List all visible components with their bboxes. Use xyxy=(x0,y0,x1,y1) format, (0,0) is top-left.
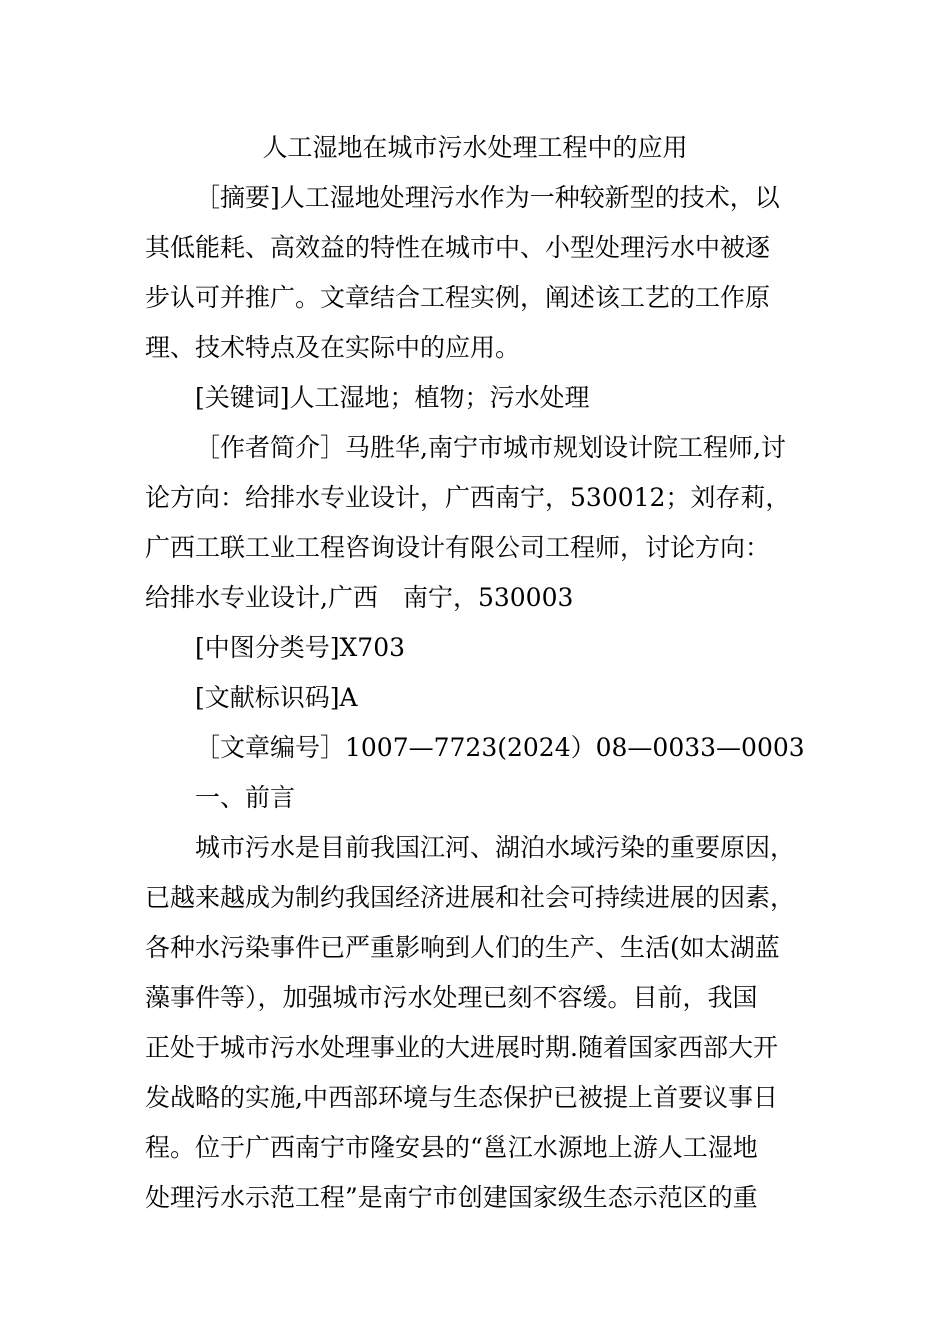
classification-line: [中图分类号]X703 xyxy=(195,633,406,662)
article-number-line: ［文章编号］1007—7723(2024）08—0033—0003 xyxy=(195,733,805,762)
doc-code-line: [文献标识码]A xyxy=(195,683,358,712)
author-line: 广西工联工业工程咨询设计有限公司工程师，讨论方向： xyxy=(145,533,771,562)
author-line: 给排水专业设计,广西 南宁，530003 xyxy=(145,583,574,612)
abstract-line: 理、技术特点及在实际中的应用。 xyxy=(145,333,521,362)
abstract-line: ［摘要]人工湿地处理污水作为一种较新型的技术，以 xyxy=(195,183,780,212)
body-line: 正处于城市污水处理事业的大进展时期.随着国家西部大开 xyxy=(145,1033,778,1062)
body-line: 程。位于广西南宁市隆安县的“邕江水源地上游人工湿地 xyxy=(145,1133,758,1162)
body-line: 发战略的实施,中西部环境与生态保护已被提上首要议事日 xyxy=(145,1083,778,1112)
abstract-line: 其低能耗、高效益的特性在城市中、小型处理污水中被逐 xyxy=(145,233,771,262)
body-line: 城市污水是目前我国江河、湖泊水域污染的重要原因， xyxy=(195,833,796,862)
body-line: 处理污水示范工程”是南宁市创建国家级生态示范区的重 xyxy=(145,1183,758,1212)
keywords-line: [关键词]人工湿地；植物；污水处理 xyxy=(195,383,590,412)
body-line: 藻事件等），加强城市污水处理已刻不容缓。目前，我国 xyxy=(145,983,758,1012)
document-title: 人工湿地在城市污水处理工程中的应用 xyxy=(262,133,688,162)
body-line: 各种水污染事件已严重影响到人们的生产、生活(如太湖蓝 xyxy=(145,933,780,962)
section-heading: 一、前言 xyxy=(195,783,296,812)
body-line: 已越来越成为制约我国经济进展和社会可持续进展的因素， xyxy=(145,883,796,912)
abstract-line: 步认可并推广。文章结合工程实例，阐述该工艺的工作原 xyxy=(145,283,771,312)
author-line: ［作者简介］马胜华,南宁市城市规划设计院工程师,讨 xyxy=(195,433,786,462)
author-line: 论方向：给排水专业设计，广西南宁，530012；刘存莉， xyxy=(145,483,791,512)
